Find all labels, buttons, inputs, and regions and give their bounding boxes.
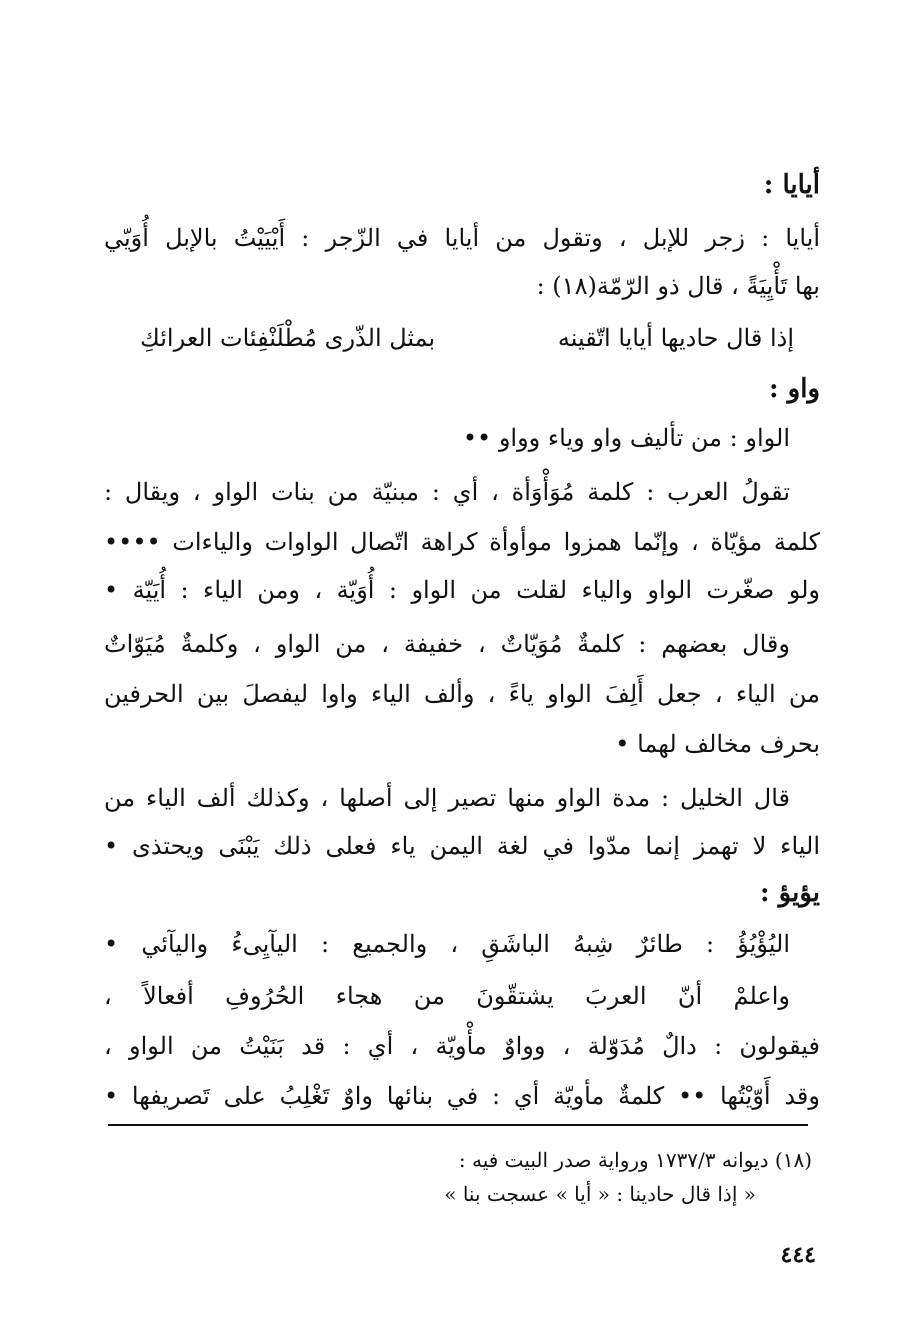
footnote-divider (108, 1124, 808, 1126)
verse-second-hemistich: بمثل الذّرى مُطْلَنْفِئات العرائكِ (140, 324, 436, 352)
text-line-2: بها تَأْيِيَةً ، قال ذو الرّمّة(١٨) : (536, 272, 820, 300)
footnote-line-2: « إذا قال حادينا : « أيا » عسجت بنا » (444, 1182, 756, 1206)
heading-waw: واو : (769, 374, 820, 404)
text-line-13: واعلمْ أنّ العربَ يشتقّونَ من هجاء الحُرُوفِ أفعالاً ، (104, 982, 790, 1010)
text-line-7: وقال بعضهم : كلمةٌ مُوَيّاتٌ ، خفيفة ، من الواو ، وكلمةٌ مُيَوّاتٌ (104, 630, 790, 658)
text-line-3: الواو : من تأليف واو وياء وواو •• (462, 424, 790, 452)
text-line-14: فيقولون : دالٌ مُدَوّلة ، وواوٌ مأْويّة ، أي : قد بَنَيْتُ من الواو ، (104, 1032, 820, 1060)
text-line-9: بحرف مخالف لهما • (615, 730, 820, 758)
text-line-15: وقد أَوّيْتُها •• كلمةٌ مأويّة أي : في بنائها واوٌ تَغْلِبُ على تَصريفها • (104, 1082, 820, 1110)
page-number: ٤٤٤ (780, 1242, 816, 1268)
text-line-10: قال الخليل : مدة الواو منها تصير إلى أصلها ، وكذلك ألف الياء من (104, 784, 790, 812)
text-line-1: أيايا : زجر للإبل ، وتقول من أيايا في الزّجر : أَيْيَيْتُ بالإبل أُوَيّي (104, 224, 821, 252)
text-line-5: كلمة مؤيّاة ، وإنّما همزوا موأوأة كراهة اتّصال الواوات والياءات •••• (104, 528, 820, 556)
poem-verse (140, 326, 794, 350)
text-line-11: الياء لا تهمز إنما مدّوا في لغة اليمن ياء فعلى ذلك يَبْنَى ويحتذى • (104, 832, 820, 860)
heading-ayaya: أيايا : (763, 170, 820, 200)
footnote-line-1: (١٨) ديوانه ١٧٣٧/٣ ورواية صدر البيت فيه : (458, 1148, 812, 1172)
text-line-12: اليُؤْيُؤُ : طائرٌ شِبهُ الباشَقِ ، والجميع : اليآيِىءُ واليآئي • (104, 930, 790, 958)
text-line-8: من الياء ، جعل أَلِفَ الواو ياءً ، وألف الياء واوا ليفصلَ بين الحرفين (104, 680, 821, 708)
heading-yuyu: يؤيؤ : (760, 878, 820, 908)
text-line-4: تقولُ العرب : كلمة مُوَأْوَأة ، أي : مبنيّة من بنات الواو ، ويقال : (104, 478, 790, 506)
text-line-6: ولو صغّرت الواو والياء لقلت من الواو : أُوَيّة ، ومن الياء : أُيَيّة • (104, 576, 820, 604)
verse-first-hemistich: إذا قال حاديها أيايا اتّقينه (557, 324, 794, 352)
